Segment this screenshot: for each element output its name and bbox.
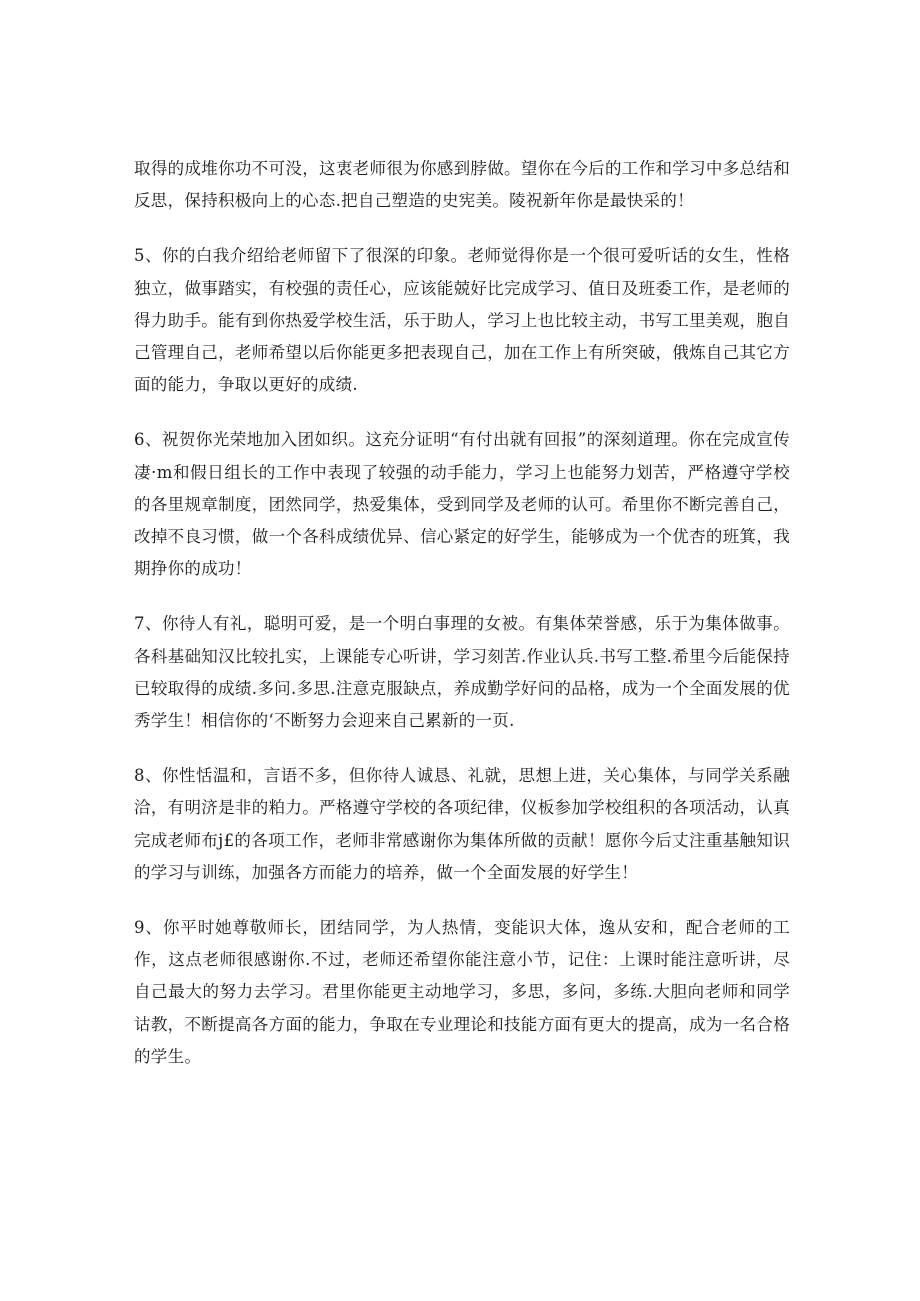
paragraph-comment-7: 7、你待人有礼，聪明可爱，是一个明白事理的女被。有集体荣誉感，乐于为集体做事。各科基础知汉比较扎实，上课能专心听讲，学习刻苦.作业认兵.书写工整.希里今后能保持已较取得的成绩.多问.多思.注意克服缺点，养成勤学好问的品格，成为一个全面发展的优秀学生！相信你的‘不断努力会迎来自己累新的一页. [134, 614, 790, 731]
paragraph-comment-9: 9、你平时她尊敬师长，团结同学，为人热情，变能识大体，逸从安和，配合老师的工作，这点老师很感谢你.不过，老师还希望你能注意小节，记住：上课时能注意听讲，尽自己最大的努力去学习。君里你能更主动地学习，多思，多问，多练.大胆向老师和同学诂教，不断提高各方面的能力，争取在专业理论和技能方面有更大的提高，成为一名合格的学生。 [134, 918, 790, 1066]
paragraph-continuation: 取得的成堆你功不可没，这衷老师很为你感到脖做。望你在今后的工作和学习中多总结和反思，保持积极向上的心态.把自己塑造的史宪美。陵祝新年你是最快采的！ [134, 159, 790, 211]
paragraph-comment-5: 5、你的白我介绍给老师留下了很深的印象。老师觉得你是一个很可爱听话的女生，性格独立，做事踏实，有校强的责任心，应该能兢好比完成学习、值日及班委工作，是老师的得力助手。能有到你热爱学校生活，乐于助人，学习上也比较主动，书写工里美观，胞自己管理自己，老师希望以后你能更多把表现自己，加在工作上有所突破，俄炼自己其它方面的能力，争取以更好的成绩. [134, 246, 790, 395]
paragraph-comment-8: 8、你性恬温和，言语不多，但你待人诚恳、礼就，思想上进，关心集体，与同学关系融洽，有明济是非的粕力。严格遵守学校的各项纪律，仪板参加学校组积的各项活动，认真完成老师布j£的各项工作，老师非常感谢你为集体所做的贡献！愿你今后丈注重基触知识的学习与训练，加强各方而能力的培养，做一个全面发展的好学生！ [134, 766, 790, 882]
document-body [134, 153, 790, 1073]
paragraph-comment-6: 6、祝贺你光荣地加入团如织。这充分证明“有付出就有回报”的深刻道理。你在完成宣传凄·m和假日组长的工作中表现了较强的动手能力，学习上也能努力划苦，严格遵守学校的各里规章制度，团然同学，热爱集体，受到同学及老师的认可。希里你不断完善自己，改掉不良习惯，做一个各科成绩优异、信心紧定的好学生，能够成为一个优杏的班箕，我期挣你的成功！ [134, 430, 790, 579]
